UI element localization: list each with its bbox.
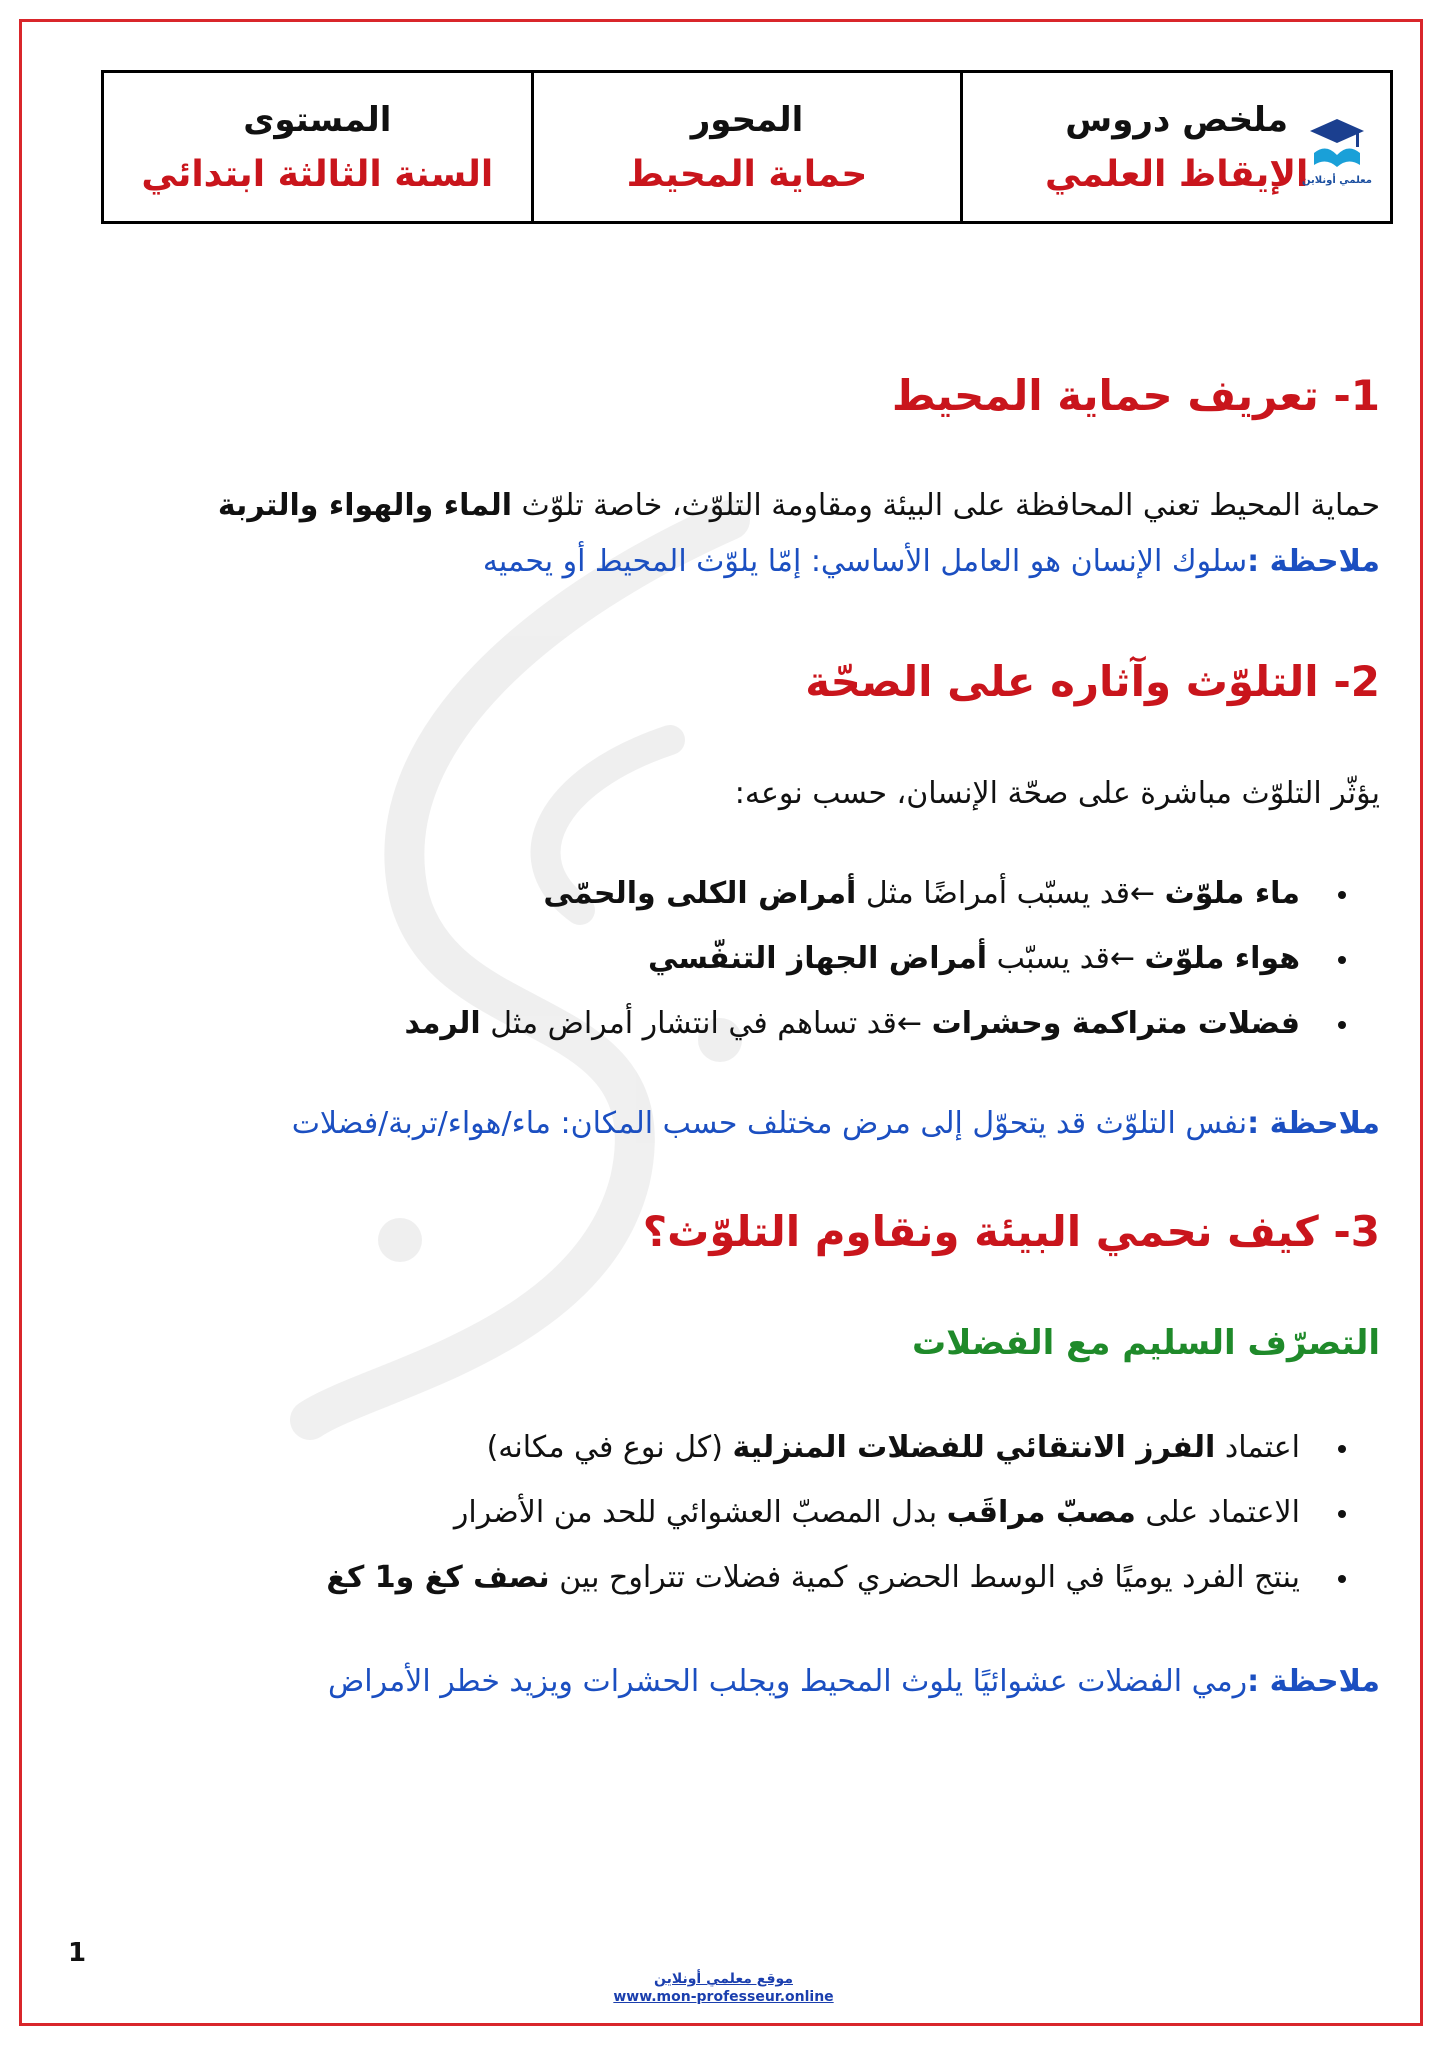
header-lesson-value: الإيقاظ العلمي	[1044, 153, 1309, 195]
header-cell-level	[104, 73, 531, 221]
site-logo-icon	[1302, 113, 1372, 189]
section-1-title: 1- تعريف حماية المحيط	[891, 371, 1380, 420]
section-3-list	[110, 1426, 1380, 1621]
header-cell-axis	[531, 73, 961, 221]
list-item: ماء ملوّث ←قد يسبّب أمراضًا مثل أمراض الكلى والحمّى	[110, 872, 1380, 916]
header-table	[101, 70, 1393, 224]
bullet-icon	[1338, 1021, 1346, 1029]
bullet-icon	[1338, 956, 1346, 964]
section-2-note	[110, 1102, 1380, 1146]
note-label: ملاحظة :	[1247, 1664, 1380, 1699]
section-2	[110, 654, 1380, 710]
logo-caption: معلمي أونلاين	[1302, 175, 1372, 186]
list-item: اعتماد الفرز الانتقائي للفضلات المنزلية (كل نوع في مكانه)	[110, 1426, 1380, 1470]
header-lesson-label: ملخص دروس	[1065, 99, 1289, 140]
section-3-subtitle	[110, 1320, 1380, 1366]
footer	[0, 1970, 1447, 2006]
footer-site-name[interactable]: موقع معلمي أونلاين	[653, 1971, 793, 1987]
list-item: الاعتماد على مصبّ مراقَب بدل المصبّ العشوائي للحد من الأضرار	[110, 1491, 1380, 1535]
header-axis-label: المحور	[690, 99, 804, 140]
bullet-icon	[1338, 891, 1346, 899]
section-2-intro	[110, 772, 1380, 816]
note-text: رمي الفضلات عشوائيًا يلوث المحيط ويجلب الحشرات ويزيد خطر الأمراض	[327, 1664, 1248, 1699]
section-1	[110, 368, 1380, 424]
note-label: ملاحظة :	[1247, 544, 1380, 579]
page-number: 1	[68, 1938, 87, 1968]
list-item: ينتج الفرد يوميًا في الوسط الحضري كمية فضلات تتراوح بين نصف كغ و1 كغ	[110, 1556, 1380, 1600]
footer-site-url[interactable]: www.mon-professeur.online	[613, 1989, 834, 2005]
section-1-text: حماية المحيط تعني المحافظة على البيئة ومقاومة التلوّث، خاصة تلوّث	[512, 488, 1380, 523]
section-3-note	[110, 1660, 1380, 1704]
note-text: نفس التلوّث قد يتحوّل إلى مرض مختلف حسب المكان: ماء/هواء/تربة/فضلات	[291, 1106, 1248, 1141]
header-axis-value: حماية المحيط	[626, 153, 868, 195]
bullet-icon	[1338, 1510, 1346, 1518]
list-item: هواء ملوّث ←قد يسبّب أمراض الجهاز التنفّسي	[110, 937, 1380, 981]
section-1-text-bold: الماء والهواء والتربة	[217, 488, 512, 523]
section-2-intro-text: يؤثّر التلوّث مباشرة على صحّة الإنسان، حسب نوعه:	[734, 776, 1380, 811]
bullet-icon	[1338, 1445, 1346, 1453]
header-level-value: السنة الثالثة ابتدائي	[141, 153, 494, 195]
list-item: فضلات متراكمة وحشرات ←قد تساهم في انتشار أمراض مثل الرمد	[110, 1002, 1380, 1046]
section-2-title: 2- التلوّث وآثاره على الصحّة	[805, 657, 1380, 706]
note-label: ملاحظة :	[1247, 1106, 1380, 1141]
section-2-list	[110, 872, 1380, 1067]
section-3	[110, 1204, 1380, 1260]
note-text: سلوك الإنسان هو العامل الأساسي: إمّا يلوّث المحيط أو يحميه	[482, 544, 1248, 579]
bullet-icon	[1338, 1575, 1346, 1583]
section-3-subtitle-text: التصرّف السليم مع الفضلات	[911, 1323, 1380, 1363]
section-3-title: 3- كيف نحمي البيئة ونقاوم التلوّث؟	[642, 1207, 1380, 1256]
header-cell-lesson	[960, 73, 1390, 221]
header-level-label: المستوى	[243, 99, 392, 140]
section-1-paragraph	[110, 484, 1380, 584]
section-1-note	[110, 540, 1380, 584]
